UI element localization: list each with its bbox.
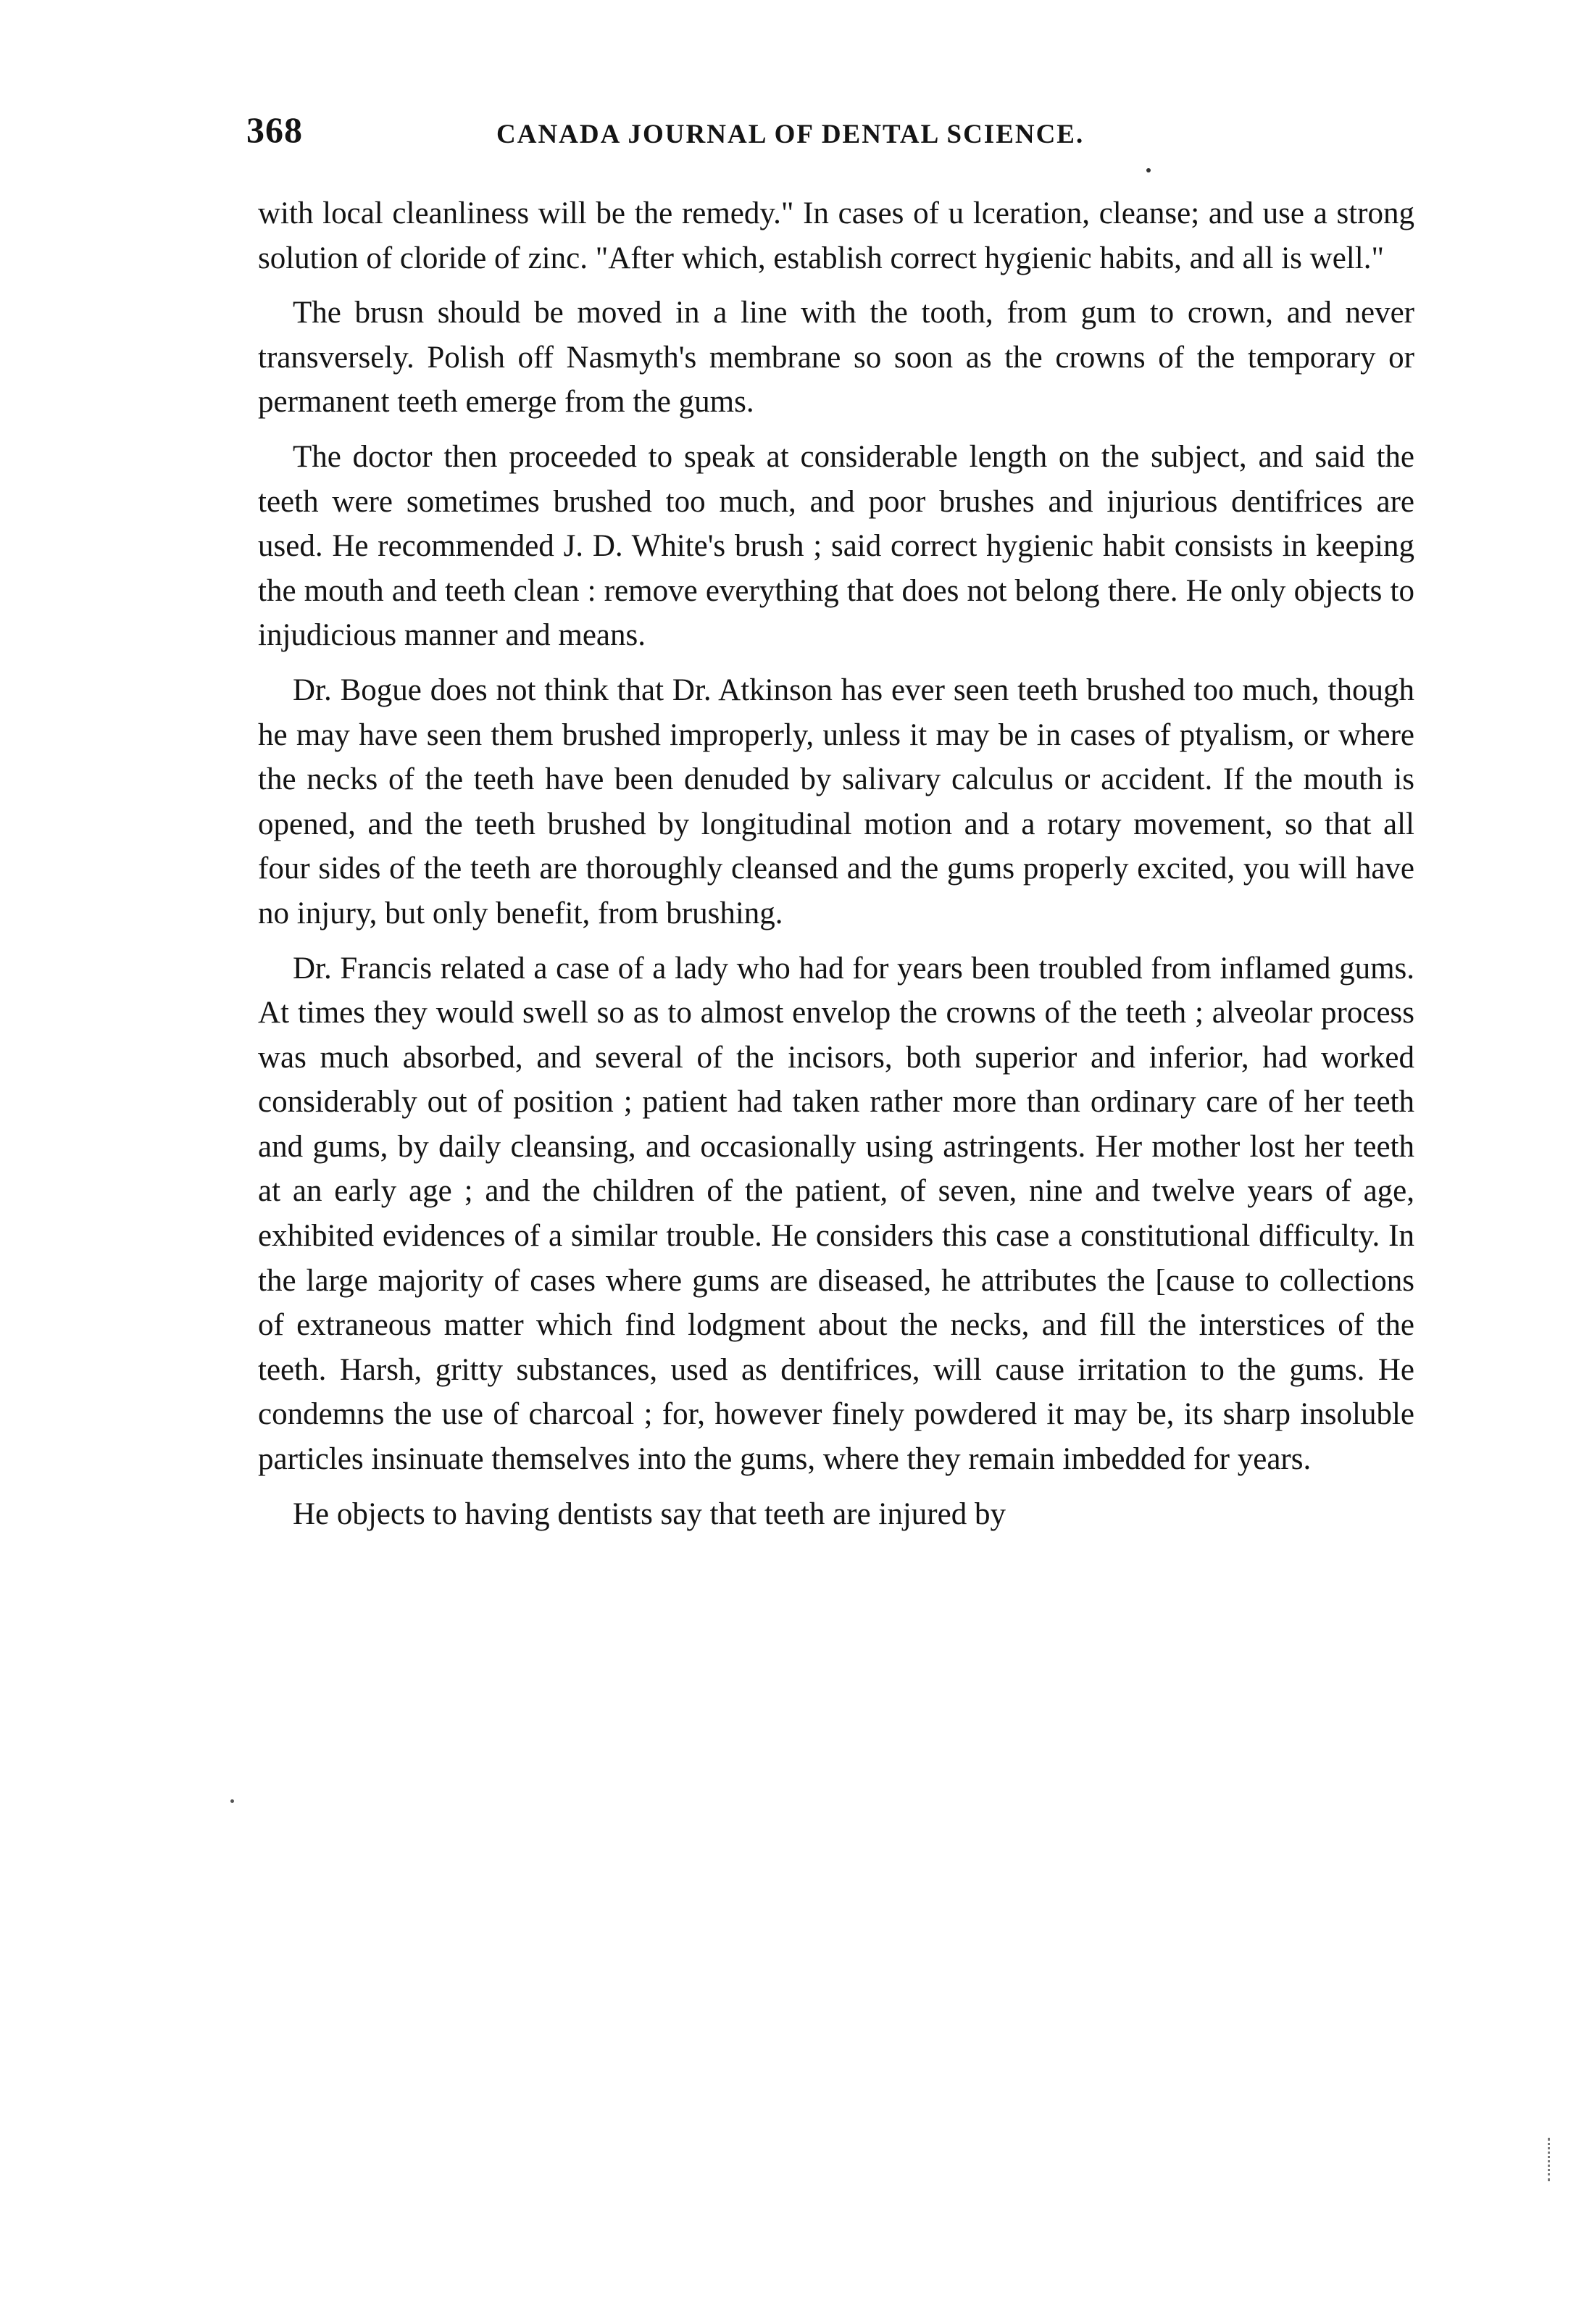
paragraph-brush: The brusn should be moved in a line with the tooth, from gum to crown, and never transversely. Polish off Nasmyth's membrane so soon as the crowns of the temporary or permanent teeth emerge from the gums. — [258, 296, 1414, 420]
running-head — [246, 109, 1420, 167]
paragraph-francis: Dr. Francis related a case of a lady who had for years been troubled from inflamed gums. At times they would swell so as to almost envelop the crowns of the teeth ; alveolar process was much absorbed, and several of the incisors, both superior and inferior, had worked considerably out of position ; patient had taken rather more than ordinary care of her teeth and gums, by daily cleansing, and occasionally using astringents. Her mother lost her teeth at an early age ; and the children of the patient, of seven, nine and twelve years of age, exhibited evidences of a similar trouble. He considers this case a constitutional difficulty. In the large majority of cases where gums are diseased, he attributes the [cause to collections of extraneous matter which find lodgment about the necks, and fill the interstices of the teeth. Harsh, gritty substances, used as dentifrices, will cause irritation to the gums. He condemns the use of charcoal ; for, however finely powdered it may be, its sharp insoluble particles insinuate themselves into the gums, where they remain imbedded for years. — [258, 951, 1414, 1477]
paragraph-bogue: Dr. Bogue does not think that Dr. Atkinson has ever seen teeth brushed too much, though he may have seen them brushed improperly, unless it may be in cases of ptyalism, or where the necks of the teeth have been denuded by salivary calculus or accident. If the mouth is opened, and the teeth brushed by longitudinal motion and a rotary movement, so that all four sides of the teeth are thoroughly cleansed and the gums properly excited, you will have no injury, but only benefit, from brushing. — [258, 672, 1414, 930]
body-text — [258, 191, 1414, 1546]
journal-title: CANADA JOURNAL OF DENTAL SCIENCE. — [496, 120, 1085, 149]
paragraph-doctor: The doctor then proceeded to speak at considerable length on the subject, and said the teeth were sometimes brushed too much, and poor brushes and injurious dentifrices are used. He recommended J. D. White's brush ; said correct hygienic habit consists in keeping the mouth and teeth clean : remove everything that does not belong there. He only objects to injudicious manner and means. — [258, 439, 1414, 653]
paragraph-objects: He objects to having dentists say that teeth are injured by — [293, 1496, 1006, 1531]
margin-speck — [230, 1799, 234, 1803]
paragraph-continued: with local cleanliness will be the remedy." In cases of u lceration, cleanse; and use a strong solution of cloride of zinc. "After which, establish correct hygienic habits, and all is well." — [258, 196, 1414, 275]
print-speck — [1146, 168, 1151, 172]
margin-marks — [1548, 2138, 1553, 2181]
page-number: 368 — [246, 109, 303, 150]
